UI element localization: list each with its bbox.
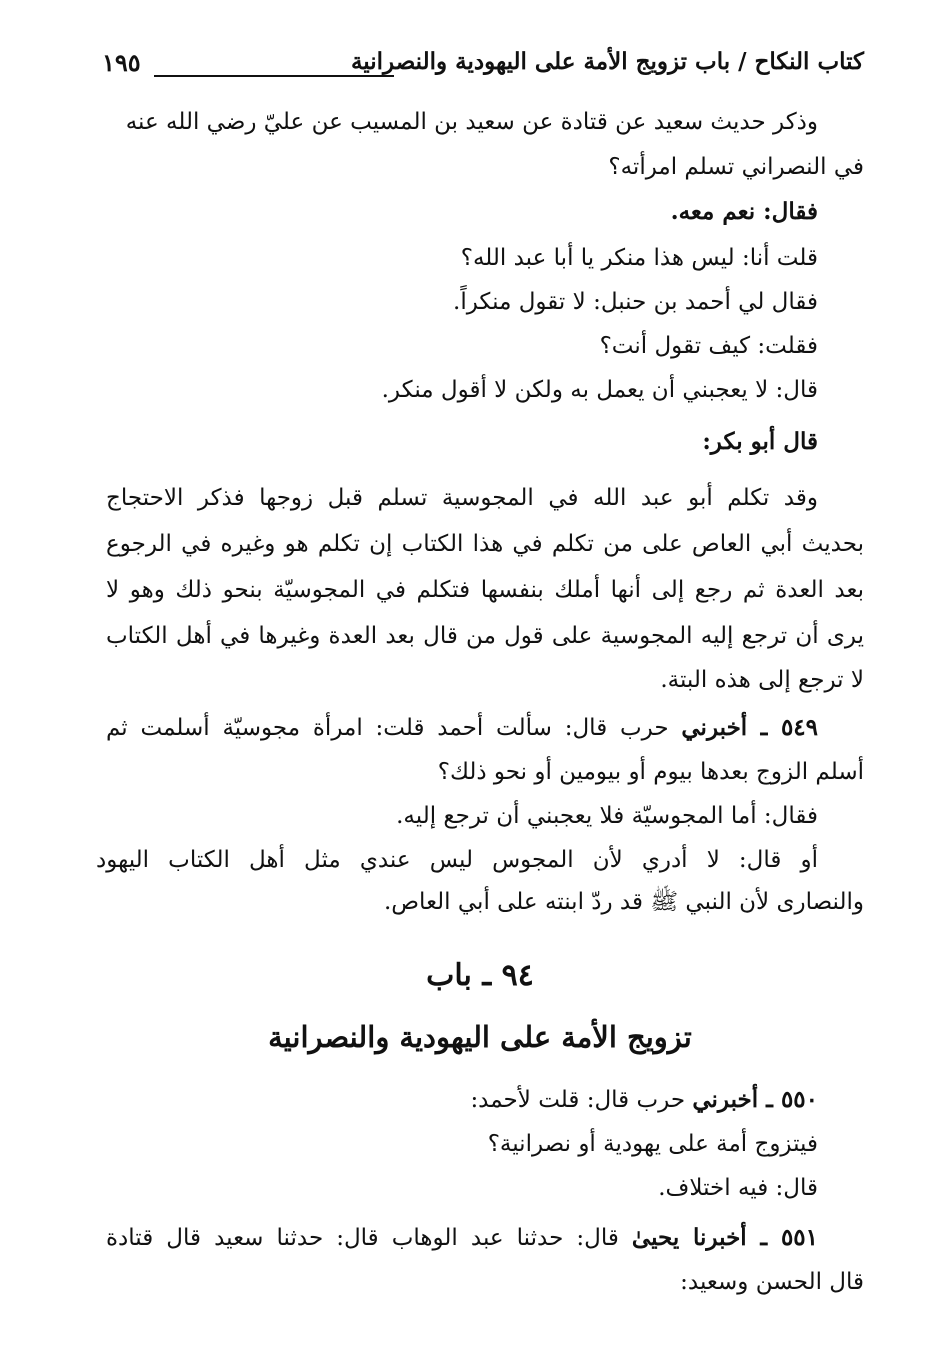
text-line: والنصارى لأن النبي ﷺ قد ردّ ابنته على أبي العاص. [383, 889, 864, 915]
page-header [96, 48, 864, 88]
entry-text: حرب قال: قلت لأحمد: [470, 1087, 693, 1113]
text-line: قال: فيه اختلاف. [658, 1175, 818, 1201]
entry-number: ٥٤٩ ـ أخبرني [681, 714, 818, 741]
text-line: بحديث أبي العاص على من تكلم في هذا الكتاب إن تكلم هو وغيره في الرجوع [106, 531, 864, 557]
text-line: قال الحسن وسعيد: [680, 1269, 864, 1295]
entry-550 [96, 1080, 818, 1120]
text-line: أو قال: لا أدري لأن المجوس ليس عندي مثل أهل الكتاب اليهود [96, 847, 818, 873]
running-title: كتاب النكاح / باب تزويج الأمة على اليهودية والنصرانية [350, 48, 864, 75]
text-line: قال أبو بكر: [702, 428, 818, 455]
chapter-title: تزويج الأمة على اليهودية والنصرانية [268, 1020, 692, 1054]
text-line: فقال: أما المجوسيّة فلا يعجبني أن ترجع إليه. [396, 803, 818, 829]
text-line: في النصراني تسلم امرأته؟ [608, 154, 864, 180]
text-line: لا ترجع إلى هذه البتة. [660, 667, 864, 693]
entry-551 [106, 1218, 818, 1258]
book-page [96, 40, 864, 1340]
text-line: فقال: نعم معه. [670, 198, 818, 225]
page-number: ١٩٥ [102, 48, 141, 77]
text-line: قلت أنا: ليس هذا منكر يا أبا عبد الله؟ [460, 245, 818, 271]
entry-number: ٥٥٠ ـ أخبرني [692, 1086, 818, 1113]
text-line: يرى أن ترجع إليه المجوسية على قول من قال بعد العدة وغيرها في أهل الكتاب [106, 623, 864, 649]
text-line: فقال لي أحمد بن حنبل: لا تقول منكراً. [453, 289, 818, 315]
chapter-number: ٩٤ ـ باب [426, 958, 534, 993]
entry-549 [106, 708, 818, 748]
text-line: بعد العدة ثم رجع إلى أنها أملك بنفسها فتكلم في المجوسيّة بنحو ذلك وهو لا [106, 577, 864, 603]
text-line: فقلت: كيف تقول أنت؟ [599, 333, 818, 359]
text-line: وذكر حديث سعيد عن قتادة عن سعيد بن المسيب عن عليّ رضي الله عنه [125, 109, 818, 135]
entry-text: قال: حدثنا عبد الوهاب قال: حدثنا سعيد قال قتادة [106, 1225, 632, 1251]
header-rule [154, 75, 394, 77]
text-line: وقد تكلم أبو عبد الله في المجوسية تسلم قبل زوجها فذكر الاحتجاج [106, 485, 818, 511]
entry-text: حرب قال: سألت أحمد قلت: امرأة مجوسيّة أسلمت ثم [106, 715, 682, 741]
text-line: فيتزوج أمة على يهودية أو نصرانية؟ [487, 1131, 818, 1157]
text-line: أسلم الزوج بعدها بيوم أو بيومين أو نحو ذلك؟ [437, 759, 864, 785]
text-line: قال: لا يعجبني أن يعمل به ولكن لا أقول منكر. [381, 377, 818, 403]
entry-number: ٥٥١ ـ أخبرنا يحيىٰ [631, 1224, 818, 1251]
